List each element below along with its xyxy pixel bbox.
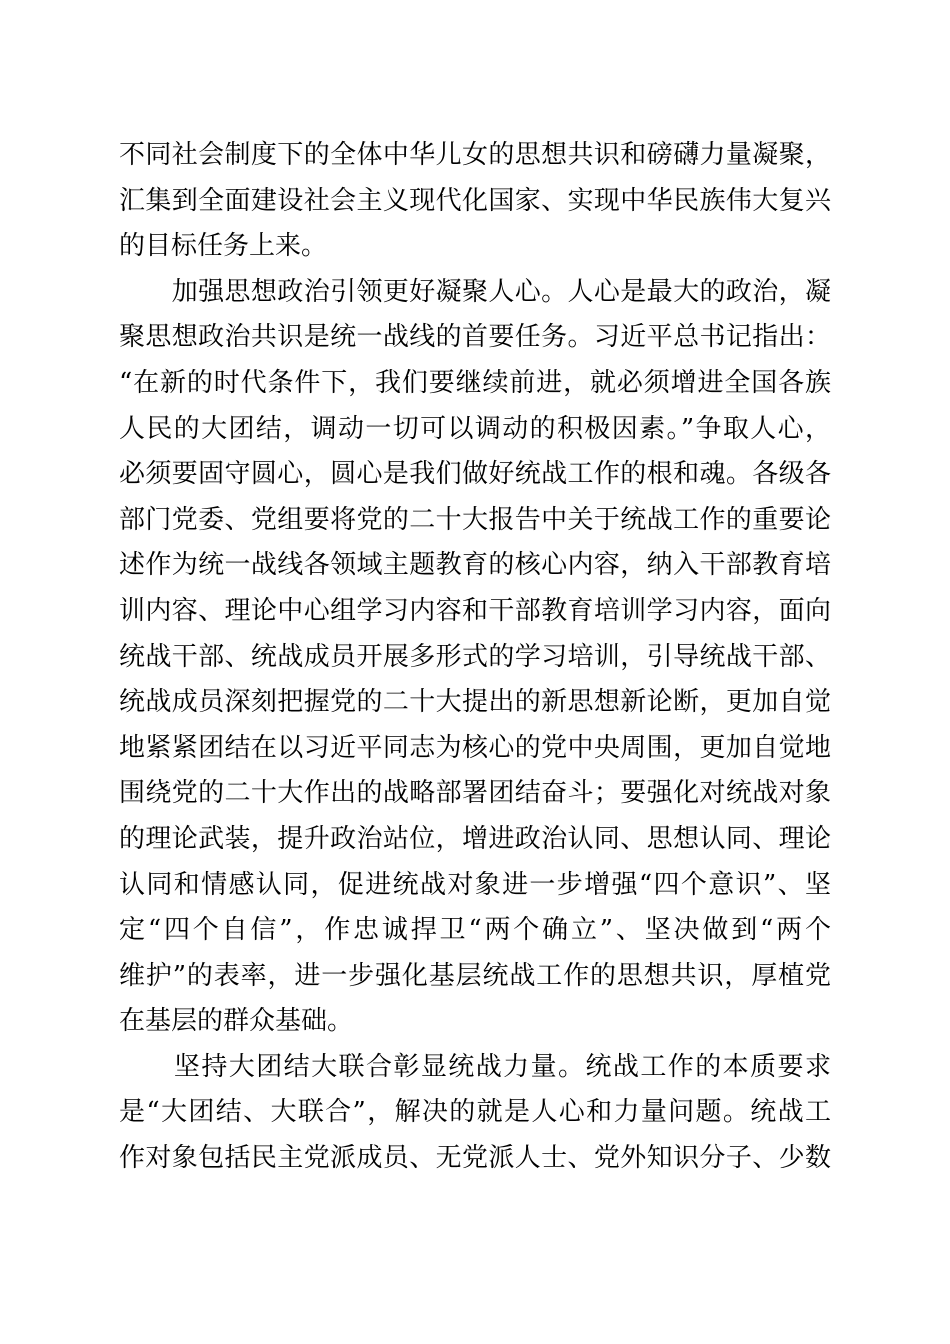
text-line: 认同和情感认同，促进统战对象进一步增强“四个意识”、坚 <box>119 869 831 900</box>
text-line: 坚持大团结大联合彰显统战力量。统战工作的本质要求 <box>119 1051 831 1082</box>
text-line: 的理论武装，提升政治站位，增进政治认同、思想认同、理论 <box>119 823 831 854</box>
text-line: 训内容、理论中心组学习内容和干部教育培训学习内容，面向 <box>119 595 831 626</box>
text-line: 在基层的群众基础。 <box>119 1006 354 1037</box>
text-line: 统战成员深刻把握党的二十大提出的新思想新论断，更加自觉 <box>119 687 831 718</box>
text-line: 聚思想政治共识是统一战线的首要任务。习近平总书记指出： <box>119 322 831 353</box>
body-text <box>119 133 831 1182</box>
text-line: “在新的时代条件下，我们要继续前进，就必须增进全国各族 <box>119 367 831 398</box>
text-line: 作对象包括民主党派成员、无党派人士、党外知识分子、少数 <box>119 1143 831 1174</box>
text-line: 统战干部、统战成员开展多形式的学习培训，引导统战干部、 <box>119 641 831 672</box>
text-line: 加强思想政治引领更好凝聚人心。人心是最大的政治，凝 <box>119 276 831 307</box>
text-line: 地紧紧团结在以习近平同志为核心的党中央周围，更加自觉地 <box>119 732 831 763</box>
text-line: 维护”的表率，进一步强化基层统战工作的思想共识，厚植党 <box>119 960 831 991</box>
text-line: 围绕党的二十大作出的战略部署团结奋斗；要强化对统战对象 <box>119 778 831 809</box>
text-line: 的目标任务上来。 <box>119 231 328 262</box>
text-line: 汇集到全面建设社会主义现代化国家、实现中华民族伟大复兴 <box>119 185 831 216</box>
text-line: 是“大团结、大联合”，解决的就是人心和力量问题。统战工 <box>119 1097 831 1128</box>
text-line: 不同社会制度下的全体中华儿女的思想共识和磅礴力量凝聚， <box>119 140 831 170</box>
text-line: 人民的大团结，调动一切可以调动的积极因素。”争取人心， <box>119 413 831 444</box>
text-line: 必须要固守圆心，圆心是我们做好统战工作的根和魂。各级各 <box>119 459 831 490</box>
text-line: 部门党委、党组要将党的二十大报告中关于统战工作的重要论 <box>119 504 831 535</box>
text-line: 述作为统一战线各领域主题教育的核心内容，纳入干部教育培 <box>119 550 831 581</box>
text-line: 定“四个自信”，作忠诚捍卫“两个确立”、坚决做到“两个 <box>119 915 831 946</box>
